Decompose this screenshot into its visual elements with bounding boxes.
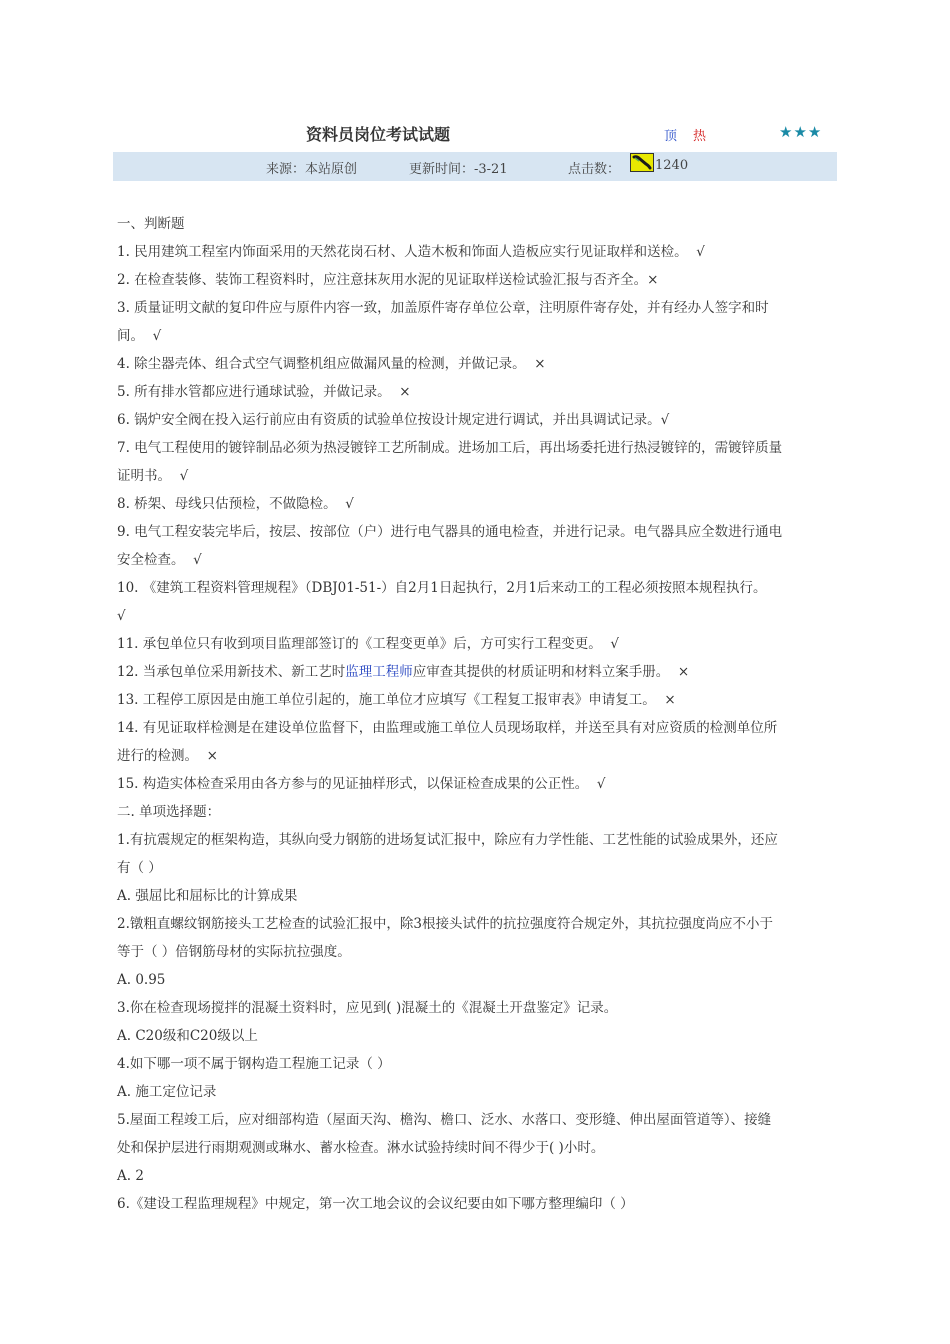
choice-answer: A. 强屈比和屈标比的计算成果 (117, 888, 298, 904)
choice-answer: A. C20级和C20级以上 (117, 1028, 258, 1044)
choice-question-cont: 等于（ ）倍钢筋母材的实际抗拉强度。 (117, 944, 351, 960)
clicks-label: 点击数： (568, 162, 621, 177)
question-text: 应审查其提供的材质证明和材料立案手册。 × (412, 664, 690, 680)
supervising-engineer-link[interactable]: 监理工程师 (345, 664, 413, 680)
judgement-question-cont: 安全检查。 √ (117, 552, 202, 568)
judgement-question: 6. 锅炉安全阀在投入运行前应由有资质的试验单位按设计规定进行调试，并出具调试记录。√ (117, 412, 670, 428)
judgement-question: 10. 《建筑工程资料管理规程》（DBJ01-51-）自2月1日起执行，2月1后来动工的工程必须按照本规程执行。 (117, 580, 767, 596)
judgement-question: 11. 承包单位只有收到项目监理部签订的《工程变更单》后，方可实行工程变更。 √ (117, 636, 619, 652)
judgement-question: 8. 桥架、母线只估预检，不做隐检。 √ (117, 496, 354, 512)
choice-answer: A. 施工定位记录 (117, 1084, 217, 1100)
judgement-question-cont: 证明书。 √ (117, 468, 189, 484)
judgement-question: 5. 所有排水管都应进行通球试验，并做记录。 × (117, 384, 411, 400)
judgement-question: 13. 工程停工原因是由施工单位引起的，施工单位才应填写《工程复工报审表》申请复工。 × (117, 692, 676, 708)
title-row (0, 118, 950, 150)
click-counter-icon (630, 153, 654, 172)
judgement-question-cont: 进行的检测。 × (117, 748, 218, 764)
section-heading: 二. 单项选择题： (117, 804, 221, 820)
judgement-question: 9. 电气工程安装完毕后，按层、按部位（户）进行电气器具的通电检查，并进行记录。电气器具应全数进行通电 (117, 524, 783, 540)
judgement-question: 14. 有见证取样检测是在建设单位监督下，由监理或施工单位人员现场取样，并送至具有对应资质的检测单位所 (117, 720, 778, 736)
judgement-question: 2. 在检查装修、装饰工程资料时，应注意抹灰用水泥的见证取样送检试验汇报与否齐全。× (117, 272, 659, 288)
judgement-question-cont: √ (117, 608, 126, 624)
choice-question-cont: 处和保护层进行雨期观测或琳水、蓄水检查。淋水试验持续时间不得少于( )小时。 (117, 1140, 605, 1156)
judgement-question: 15. 构造实体检查采用由各方参与的见证抽样形式，以保证检查成果的公正性。 √ (117, 776, 606, 792)
hot-tag-link[interactable]: 热 (693, 129, 707, 144)
article-body (117, 210, 833, 1218)
choice-question: 5.屋面工程竣工后，应对细部构造（屋面天沟、檐沟、檐口、泛水、水落口、变形缝、伸出屋面管道等）、接缝 (117, 1112, 772, 1128)
choice-question-cont: 有（ ） (117, 860, 162, 876)
choice-question: 2.镦粗直螺纹钢筋接头工艺检查的试验汇报中，除3根接头试件的抗拉强度符合规定外，其抗拉强度尚应不小于 (117, 916, 773, 932)
source-label: 来源：本站原创 (266, 162, 358, 177)
judgement-question: 1. 民用建筑工程室内饰面采用的天然花岗石材、人造木板和饰面人造板应实行见证取样和送检。 √ (117, 244, 705, 260)
rating-stars: ★★★ (779, 123, 823, 141)
section-heading: 一、判断题 (117, 216, 185, 232)
question-text: 12. 当承包单位采用新技术、新工艺时 (117, 664, 346, 680)
page-title: 资料员岗位考试试题 (306, 125, 451, 144)
judgement-question: 4. 除尘器壳体、组合式空气调整机组应做漏风量的检测，并做记录。 × (117, 356, 546, 372)
choice-question: 1.有抗震规定的框架构造，其纵向受力钢筋的进场复试汇报中，除应有力学性能、工艺性能的试验成果外，还应 (117, 832, 778, 848)
choice-question: 3.你在检查现场搅拌的混凝土资料时，应见到( )混凝土的《混凝土开盘鉴定》记录。 (117, 1000, 618, 1016)
choice-answer: A. 0.95 (117, 972, 166, 988)
top-tag-link[interactable]: 顶 (664, 129, 678, 144)
judgement-question-cont: 间。 √ (117, 328, 162, 344)
judgement-question: 7. 电气工程使用的镀锌制品必须为热浸镀锌工艺所制成。进场加工后，再出场委托进行热浸镀锌的，需镀锌质量 (117, 440, 783, 456)
choice-question: 4.如下哪一项不属于钢构造工程施工记录（ ） (117, 1056, 391, 1072)
choice-answer: A. 2 (117, 1168, 144, 1184)
click-count: 1240 (655, 158, 689, 173)
judgement-question: 3. 质量证明文献的复印件应与原件内容一致，加盖原件寄存单位公章，注明原件寄存处，并有经办人签字和时 (117, 300, 769, 316)
judgement-question (117, 658, 833, 686)
update-time: 更新时间：-3-21 (409, 162, 508, 177)
article-meta-bar (113, 152, 837, 181)
choice-question: 6.《建设工程监理规程》中规定，第一次工地会议的会议纪要由如下哪方整理编印（ ） (117, 1196, 634, 1212)
